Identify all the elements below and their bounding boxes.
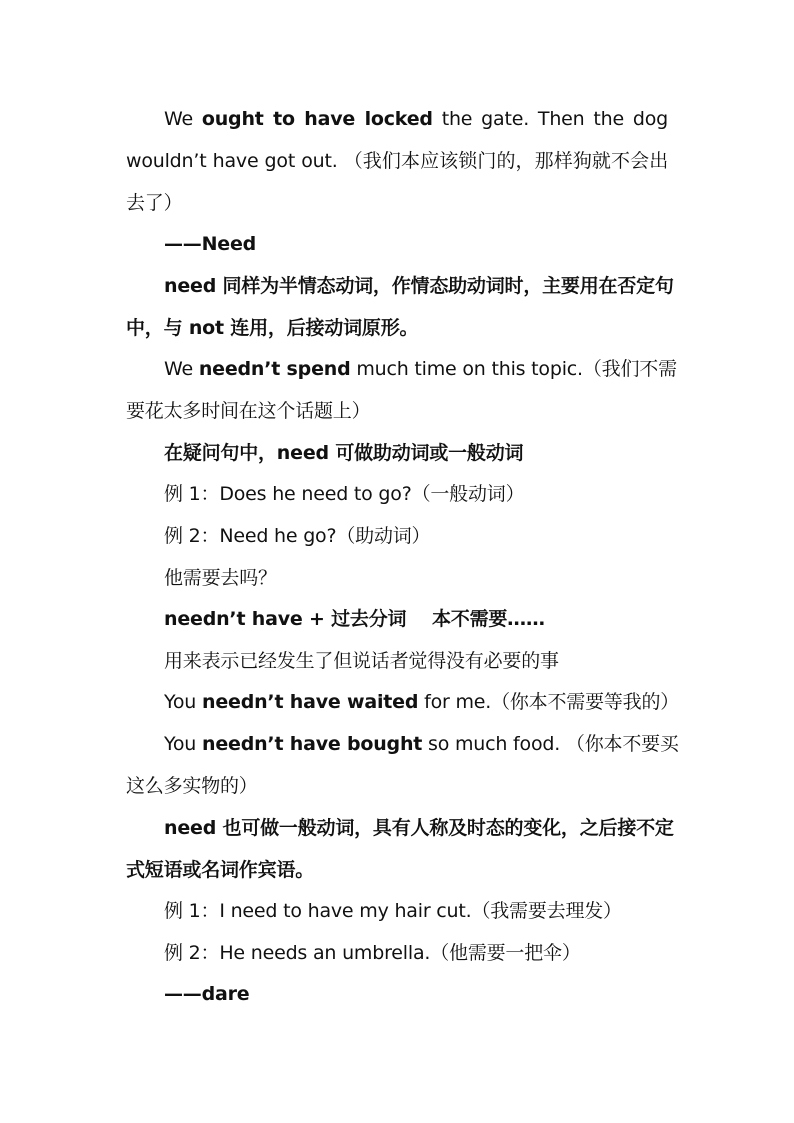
rule-text: need 同样为半情态动词，作情态助动词时，主要用在否定句 (164, 275, 674, 297)
example-translation: 他需要去吗？ (164, 567, 277, 589)
rule-text: need 也可做一般动词，具有人称及时态的变化，之后接不定 (164, 817, 674, 839)
heading-text: ——Need (164, 233, 257, 255)
bold-phrase: needn’t have bought (202, 733, 423, 755)
example-ought-to (164, 106, 668, 132)
text-run: You (164, 691, 202, 713)
heading-text: ——dare (164, 983, 250, 1005)
text-run: the gate. Then the dog (432, 108, 669, 130)
rule-question-usage (164, 440, 668, 466)
example-1-question: 例 1：Does he need to go?（一般动词） (164, 483, 525, 505)
rule-text: 中，与 not 连用，后接动词原形。 (126, 317, 419, 339)
example-continued: wouldn’t have got out. （我们本应该锁门的，那样狗就不会出 (126, 150, 668, 172)
bold-phrase: ought to have locked (201, 108, 433, 130)
section-heading-dare (164, 981, 668, 1007)
example-2-question: 例 2：Need he go?（助动词） (164, 525, 431, 547)
rule-neednt-have (164, 606, 668, 632)
example-1-main-verb: 例 1：I need to have my hair cut.（我需要去理发） (164, 900, 622, 922)
text-run: much time on this topic.（我们不需 (350, 358, 677, 380)
example-neednt-spend (164, 356, 677, 382)
bold-phrase: needn’t have waited (202, 691, 419, 713)
rule-need-continued (126, 315, 668, 341)
text-run: We (164, 108, 202, 130)
example-translation-end: 这么多实物的） (126, 775, 258, 797)
section-heading-need (164, 231, 668, 257)
example-2-main-verb: 例 2：He needs an umbrella.（他需要一把伞） (164, 942, 581, 964)
text-run: so much food. （你本不要买 (422, 733, 679, 755)
rule-text: needn’t have + 过去分词 本不需要…… (164, 608, 545, 630)
rule-need-main-verb (164, 815, 674, 841)
rule-explanation: 用来表示已经发生了但说话者觉得没有必要的事 (164, 650, 559, 672)
example-neednt-have-waited (164, 689, 680, 715)
rule-need-main-verb-continued (126, 857, 668, 883)
example-translation: 要花太多时间在这个话题上） (126, 400, 371, 422)
text-run: We (164, 358, 199, 380)
example-neednt-have-bought (164, 731, 679, 757)
rule-text: 式短语或名词作宾语。 (126, 859, 315, 881)
bold-phrase: needn’t spend (198, 358, 351, 380)
rule-need-semi-modal (164, 273, 674, 299)
example-translation-end: 去了） (126, 192, 183, 214)
rule-text: 在疑问句中，need 可做助动词或一般动词 (164, 442, 524, 464)
text-run: for me.（你本不需要等我的） (418, 691, 680, 713)
text-run: You (164, 733, 202, 755)
